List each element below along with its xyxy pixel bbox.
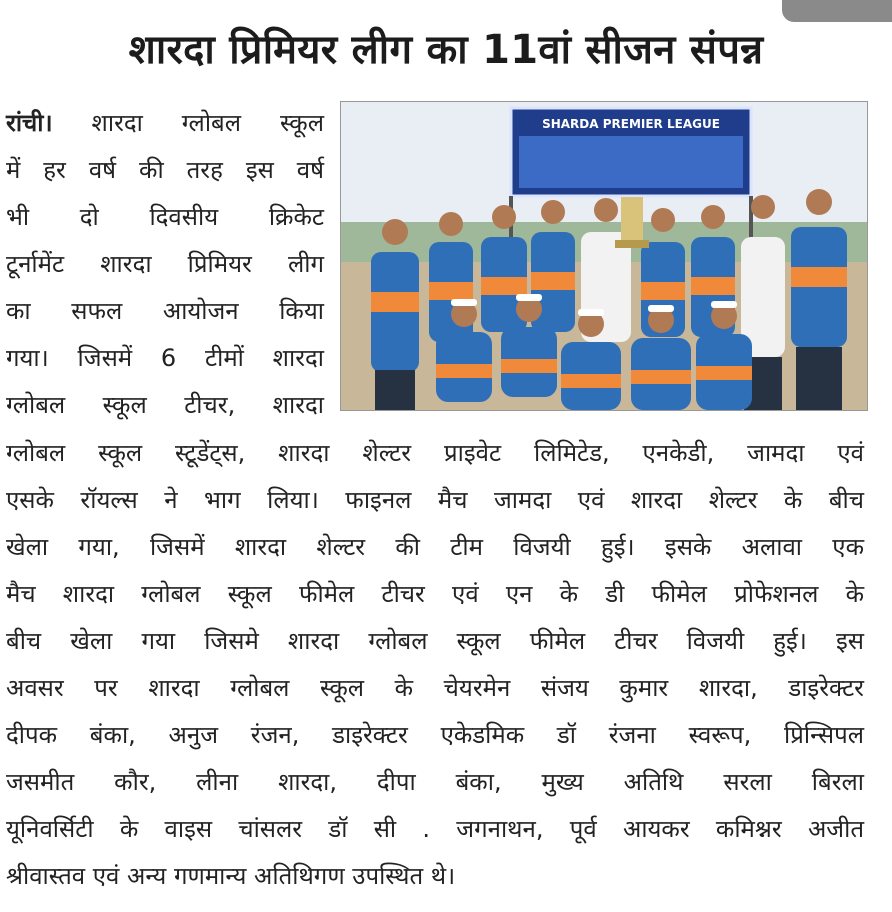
article-line: बीच खेला गया जिसमे शारदा ग्लोबल स्कूल फीमेल टीचर विजयी हुई। इस [6, 627, 864, 655]
article-line: जसमीत कौर, लीना शारदा, दीपा बंका, मुख्य अतिथि सरला बिरला [6, 768, 864, 796]
banner-text: SHARDA PREMIER LEAGUE [542, 117, 720, 131]
dateline-place: रांची। [6, 109, 53, 137]
article-line: यूनिवर्सिटी के वाइस चांसलर डॉ सी . जगनाथन, पूर्व आयकर कमिश्नर अजीत [6, 815, 864, 843]
article-line: ग्लोबल स्कूल स्टूडेंट्स, शारदा शेल्टर प्राइवेट लिमिटेड, एनकेडी, जामदा एवं [6, 439, 864, 467]
article-full-width [6, 430, 864, 900]
article-narrow-column [6, 100, 324, 429]
article-line: में हर वर्ष की तरह इस वर्ष [6, 156, 324, 184]
article-line: ग्लोबल स्कूल टीचर, शारदा [6, 391, 324, 419]
headline: शारदा प्रिमियर लीग का 11वां सीजन संपन्न [128, 27, 764, 73]
article-line: का सफल आयोजन किया [6, 297, 324, 325]
corner-tab [782, 0, 892, 22]
article-line: गया। जिसमें 6 टीमों शारदा [6, 344, 324, 372]
article-line: मैच शारदा ग्लोबल स्कूल फीमेल टीचर एवं एन के डी फीमेल प्रोफेशनल के [6, 580, 864, 608]
article-line: अवसर पर शारदा ग्लोबल स्कूल के चेयरमेन संजय कुमार शारदा, डाइरेक्टर [6, 674, 864, 702]
article-line: दीपक बंका, अनुज रंजन, डाइरेक्टर एकेडमिक डॉ रंजना स्वरूप, प्रिन्सिपल [6, 721, 864, 749]
team-photo [340, 101, 868, 411]
article-line: खेला गया, जिसमें शारदा शेल्टर की टीम विजयी हुई। इसके अलावा एक [6, 533, 864, 561]
article-line: रांची। शारदा ग्लोबल स्कूल [6, 109, 324, 137]
article-line: एसके रॉयल्स ने भाग लिया। फाइनल मैच जामदा एवं शारदा शेल्टर के बीच [6, 486, 864, 514]
article-line: श्रीवास्तव एवं अन्य गणमान्य अतिथिगण उपस्थित थे। [6, 862, 456, 890]
article-line: भी दो दिवसीय क्रिकेट [6, 203, 324, 231]
article-line: टूर्नामेंट शारदा प्रिमियर लीग [6, 250, 324, 278]
